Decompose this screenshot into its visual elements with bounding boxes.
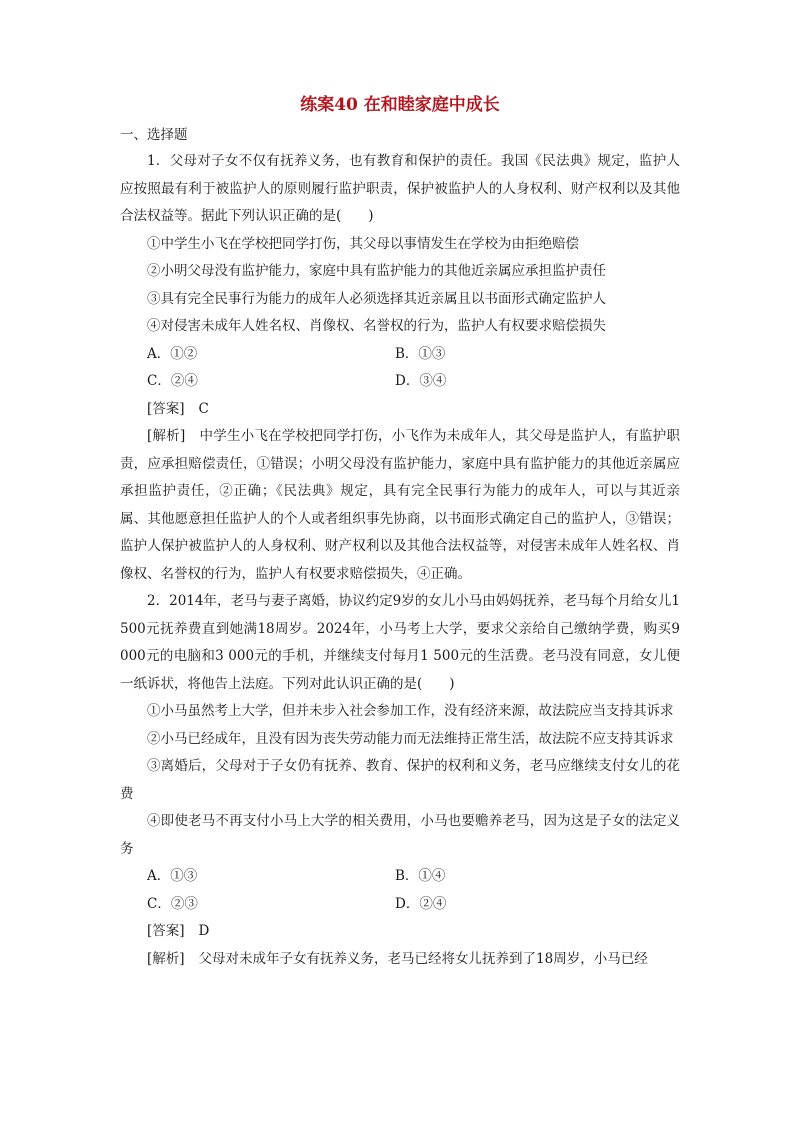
- question-2-statement-1: ①小马虽然考上大学，但并未步入社会参加工作，没有经济来源，故法院应当支持其诉求: [147, 703, 674, 719]
- choice-c: C．②③: [147, 895, 198, 912]
- question-2-statement-4: ④即使老马不再支付小马上大学的相关费用，小马也要赡养老马，因为这是子女的法定义务: [120, 813, 680, 857]
- choice-c: C．②④: [147, 373, 198, 389]
- choice-a: A．①②: [147, 345, 198, 362]
- question-2-statement-3: ③离婚后，父母对于子女仍有抚养、教育、保护的权利和义务，老马应继续支付女儿的花费: [120, 758, 680, 802]
- question-1-statement-4: ④对侵害未成年人姓名权、肖像权、名誉权的行为，监护人有权要求赔偿损失: [147, 318, 606, 334]
- analysis-text: 父母对未成年子女有抚养义务，老马已经将女儿抚养到了18周岁，小马已经: [198, 950, 648, 967]
- answer-label: [答案]: [147, 400, 185, 417]
- question-1-choices-row-1: [120, 341, 680, 369]
- choice-d: D．③④: [395, 373, 447, 389]
- question-2-stem: 2．2014年，老马与妻子离婚，协议约定9岁的女儿小马由妈妈抚养，老马每个月给女儿1 500元抚养费直到她满18周岁。2024年，小马考上大学，要求父亲给自己缴纳学费，购买9 000元的电脑和3 000元的手机，并继续支付每月1 500元的生活费。老马没有同意，女儿便一纸诉状，将他告上法庭。下列对此认识正确的是( ): [120, 593, 680, 692]
- section-heading: 一、选择题: [120, 127, 188, 143]
- analysis-label: [解析]: [147, 950, 185, 967]
- choice-b: B．①④: [395, 868, 446, 884]
- question-2-choices-row-1: [120, 863, 680, 891]
- question-1: [120, 148, 680, 588]
- question-1-analysis: [120, 423, 680, 588]
- analysis-text: 中学生小飞在学校把同学打伤，小飞作为未成年人，其父母是监护人，有监护职责，应承担赔偿责任，①错误；小明父母没有监护能力，家庭中具有监护能力的其他近亲属应承担监护责任，②正确；《民法典》规定，具有完全民事行为能力的成年人，可以与其近亲属、其他愿意担任监护人的个人或者组织事先协商，以书面形式确定自己的监护人，③错误；监护人保护被监护人的人身权利、财产权利以及其他合法权益等，对侵害未成年人姓名权、肖像权、名誉权的行为，监护人有权要求赔偿损失，④正确。: [120, 428, 680, 582]
- answer-value: C: [198, 400, 209, 417]
- question-2-statement-2: ②小马已经成年，且没有因为丧失劳动能力而无法维持正常生活，故法院不应支持其诉求: [147, 730, 674, 747]
- choice-a: A．①③: [147, 868, 198, 884]
- question-2: [120, 588, 680, 973]
- question-1-choices-row-2: [120, 368, 680, 396]
- question-2-choices-row-2: [120, 891, 680, 919]
- question-1-statement-3: ③具有完全民事行为能力的成年人必须选择其近亲属且以书面形式确定监护人: [147, 290, 606, 307]
- choice-b: B．①③: [395, 345, 446, 362]
- question-1-answer: [120, 396, 680, 424]
- choice-d: D．②④: [395, 895, 447, 912]
- analysis-label: [解析]: [147, 428, 186, 444]
- question-2-analysis: [120, 946, 680, 974]
- answer-label: [答案]: [147, 923, 185, 939]
- worksheet-page: [120, 94, 680, 973]
- question-1-stem: 1．父母对子女不仅有抚养义务，也有教育和保护的责任。我国《民法典》规定，监护人应按照最有利于被监护人的原则履行监护职责，保护被监护人的人身权利、财产权利以及其他合法权益等。据此下列认识正确的是( ): [120, 153, 680, 224]
- answer-value: D: [198, 923, 210, 939]
- question-1-statement-1: ①中学生小飞在学校把同学打伤，其父母以事情发生在学校为由拒绝赔偿: [147, 235, 579, 252]
- question-1-statement-2: ②小明父母没有监护能力，家庭中具有监护能力的其他近亲属应承担监护责任: [147, 263, 606, 279]
- page-title: 练案40 在和睦家庭中成长: [300, 95, 500, 115]
- question-2-answer: [120, 918, 680, 946]
